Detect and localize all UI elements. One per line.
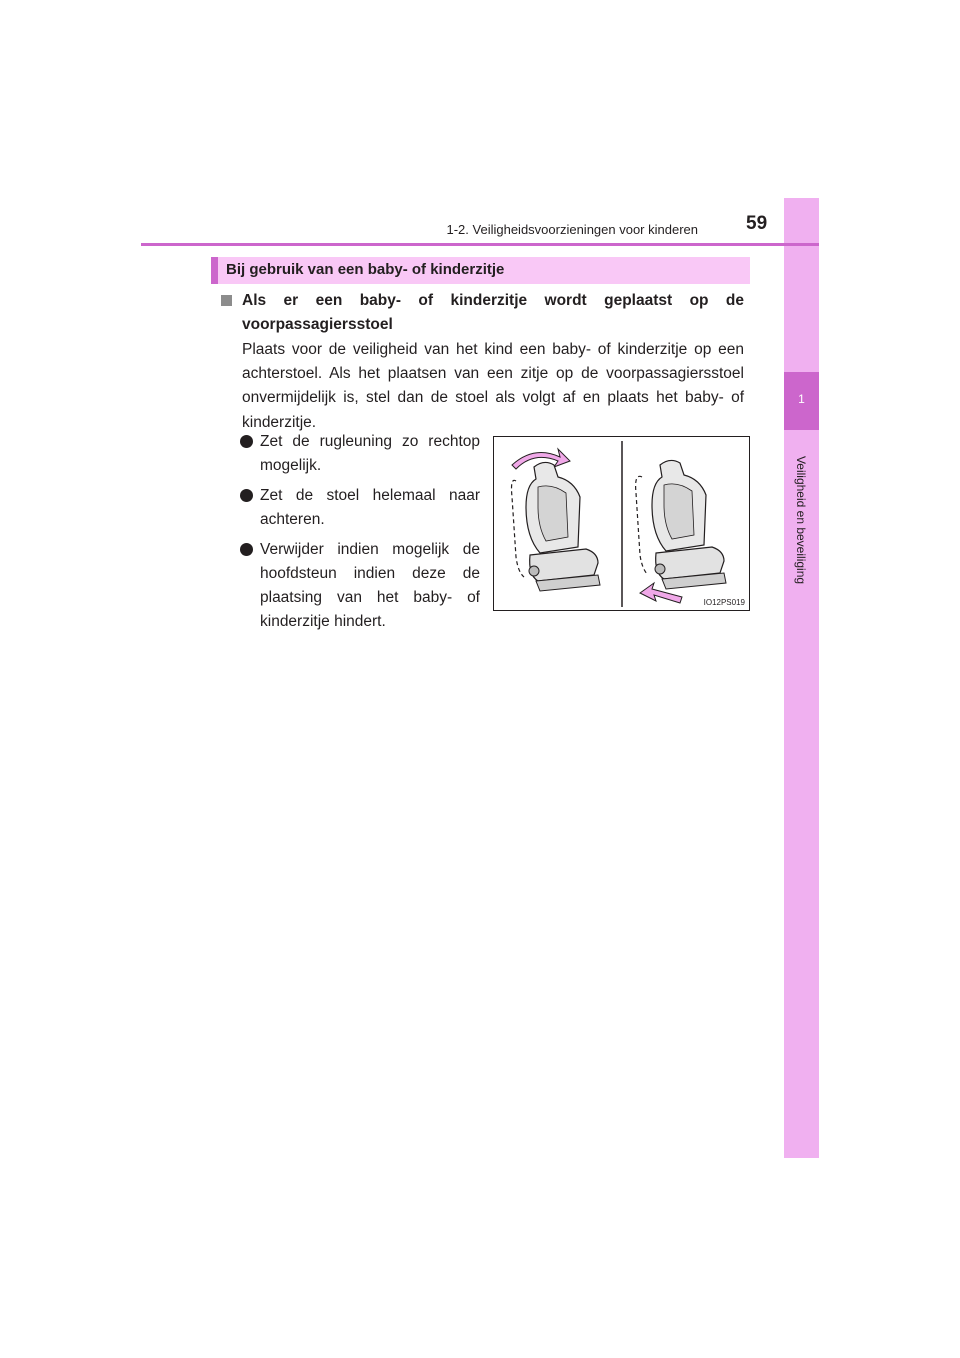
header-rule <box>141 243 819 246</box>
seat-illustration <box>494 437 751 612</box>
bullet-dot-icon <box>240 435 253 448</box>
section-heading-accent <box>211 257 218 284</box>
bullet-dot-icon <box>240 543 253 556</box>
side-tab <box>784 198 819 1158</box>
square-bullet-icon <box>221 295 232 306</box>
list-item <box>240 430 480 478</box>
seat-adjustment-figure <box>493 436 750 611</box>
running-header: 1-2. Veiligheidsvoorzieningen voor kinderen <box>446 222 698 237</box>
previous-position-outline <box>636 476 648 575</box>
body-paragraph: Plaats voor de veiligheid van het kind een baby- of kinderzitje op een achterstoel. Als het plaatsen van een zitje op de voorpassagiersstoel onvermijdelijk is, stel dan de stoel als volgt af en plaats het baby- of kinderzitje. <box>242 341 744 431</box>
list-item <box>240 538 480 634</box>
figure-code: IO12PS019 <box>703 598 745 607</box>
previous-position-outline <box>512 480 525 577</box>
bullet-dot-icon <box>240 489 253 502</box>
page-number: 59 <box>746 213 768 234</box>
section-title: Bij gebruik van een baby- of kinderzitje <box>226 261 505 278</box>
list-item-text: Zet de stoel helemaal naar achteren. <box>260 487 480 528</box>
side-tab-chapter-label: Veiligheid en beveiliging <box>794 455 808 585</box>
list-item-text: Zet de rugleuning zo rechtop mogelijk. <box>260 433 480 474</box>
bullet-list <box>240 430 480 640</box>
subsection-title: Als er een baby- of kinderzitje wordt geplaatst op de voorpassagiersstoel <box>242 292 744 333</box>
section-heading-bar <box>211 257 750 284</box>
seat-right-icon <box>652 460 726 589</box>
list-item-text: Verwijder indien mogelijk de hoofdsteun indien deze de plaatsing van het baby- of kinderzitje hindert. <box>260 541 480 630</box>
side-tab-chapter-number: 1 <box>798 392 805 406</box>
seat-left-icon <box>526 462 600 591</box>
list-item <box>240 484 480 532</box>
